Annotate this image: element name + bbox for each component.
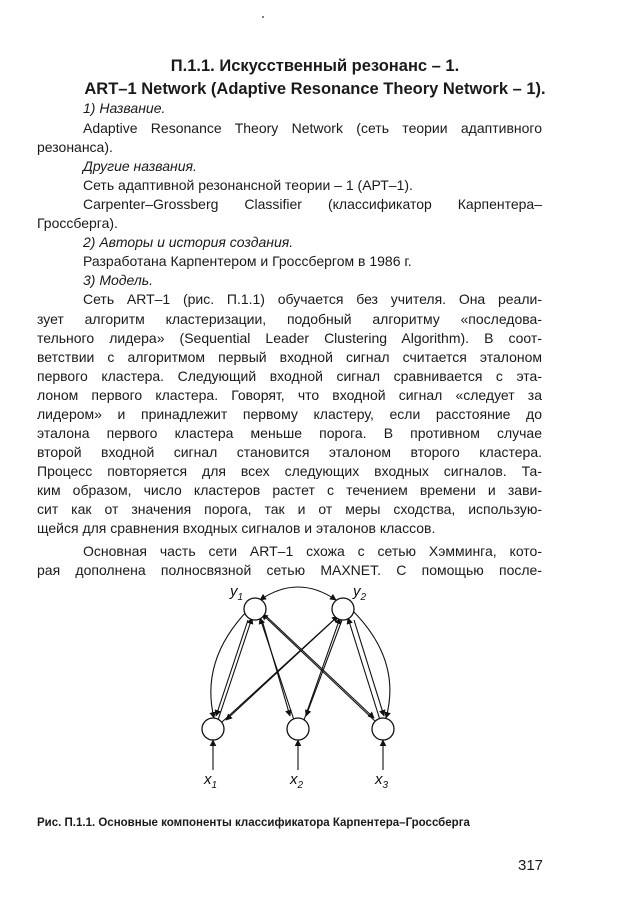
neuron-y2 [332, 598, 354, 620]
neuron-x2 [287, 718, 309, 740]
feedback-y2-x2 [306, 620, 342, 716]
label-y2: $y_2$ [353, 583, 367, 603]
feedback-arc-left [211, 610, 248, 718]
text-line: эталона первого кластера меньше порога. В противном случае [37, 425, 542, 441]
text-line: тельного лидера» (Sequential Leader Clustering Algorithm). В соот- [37, 330, 542, 346]
text-line: рая дополнена полносвязной сетью MAXNET. С помощью после- [37, 562, 542, 578]
lateral-connection-arc [260, 587, 336, 600]
feedback-y1-x1 [216, 620, 248, 716]
item-name-heading: 1) Название. [83, 100, 166, 116]
text-line: Сеть ART–1 (рис. П.1.1) обучается без учителя. Она реали- [83, 291, 542, 307]
other-names-heading: Другие названия. [83, 158, 197, 174]
section-title: П.1.1. Искусственный резонанс – 1. [170, 57, 460, 75]
text-line: Carpenter–Grossberg Classifier (классификатор Карпентера– [83, 196, 542, 212]
figure-caption: Рис. П.1.1. Основные компоненты классификатора Карпентера–Гроссберга [37, 817, 470, 829]
scan-speck [262, 16, 264, 18]
authors-heading: 2) Авторы и история создания. [83, 234, 294, 250]
text-line: второй входной сигнал становится эталоном второго кластера. [37, 444, 542, 460]
text-line: лидером» и принадлежит первому кластеру, если расстояние до [37, 406, 542, 422]
connection-x3-y1 [262, 614, 376, 722]
text-line: Разработана Карпентером и Гроссбергом в 1986 г. [83, 253, 412, 269]
neuron-x3 [372, 718, 394, 740]
text-line: щейся для сравнения входных сигналов и эталонов классов. [37, 520, 436, 536]
text-line: первого кластера. Следующий входной сигнал сравнивается с эта- [37, 368, 542, 384]
text-line: Сеть адаптивной резонансной теории – 1 (АРТ–1). [83, 177, 413, 193]
text-line: лоном первого кластера. Говорят, что входной сигнал «следует за [37, 387, 542, 403]
label-y1: $y_1$ [230, 583, 244, 603]
text-line: ветствии с алгоритмом первый входной сигнал считается эталоном [37, 349, 542, 365]
feedback-arc-right [352, 610, 390, 718]
section-subtitle: ART–1 Network (Adaptive Resonance Theory Network – 1). [84, 80, 546, 98]
network-diagram [190, 580, 420, 795]
text-line: Основная часть сети ART–1 схожа с сетью Хэмминга, кото- [83, 543, 542, 559]
connection-x3-y2 [348, 618, 380, 720]
connection-x1-y1 [218, 618, 252, 720]
text-line: ким образом, число кластеров растет с течением времени и зави- [37, 482, 542, 498]
text-line: зует алгоритм кластеризации, подобный алгоритму «последова- [37, 311, 542, 327]
neuron-y1 [244, 598, 266, 620]
connection-x2-y1 [260, 618, 294, 720]
label-x1: $x_1$ [204, 771, 218, 791]
label-x3: $x_3$ [375, 771, 389, 791]
text-line: резонанса). [37, 139, 113, 155]
neuron-x1 [202, 718, 224, 740]
text-line: Процесс повторяется для всех следующих входных сигналов. Та- [37, 463, 542, 479]
text-line: Adaptive Resonance Theory Network (сеть теории адаптивного [83, 120, 542, 136]
model-heading: 3) Модель. [83, 272, 153, 288]
feedback-y2-x3 [354, 620, 384, 716]
text-line: сит как от значения порога, так и от меры сходства, использую- [37, 501, 542, 517]
page-number: 317 [518, 857, 544, 874]
label-x2: $x_2$ [290, 771, 304, 791]
text-line: Гроссберга). [37, 215, 118, 231]
